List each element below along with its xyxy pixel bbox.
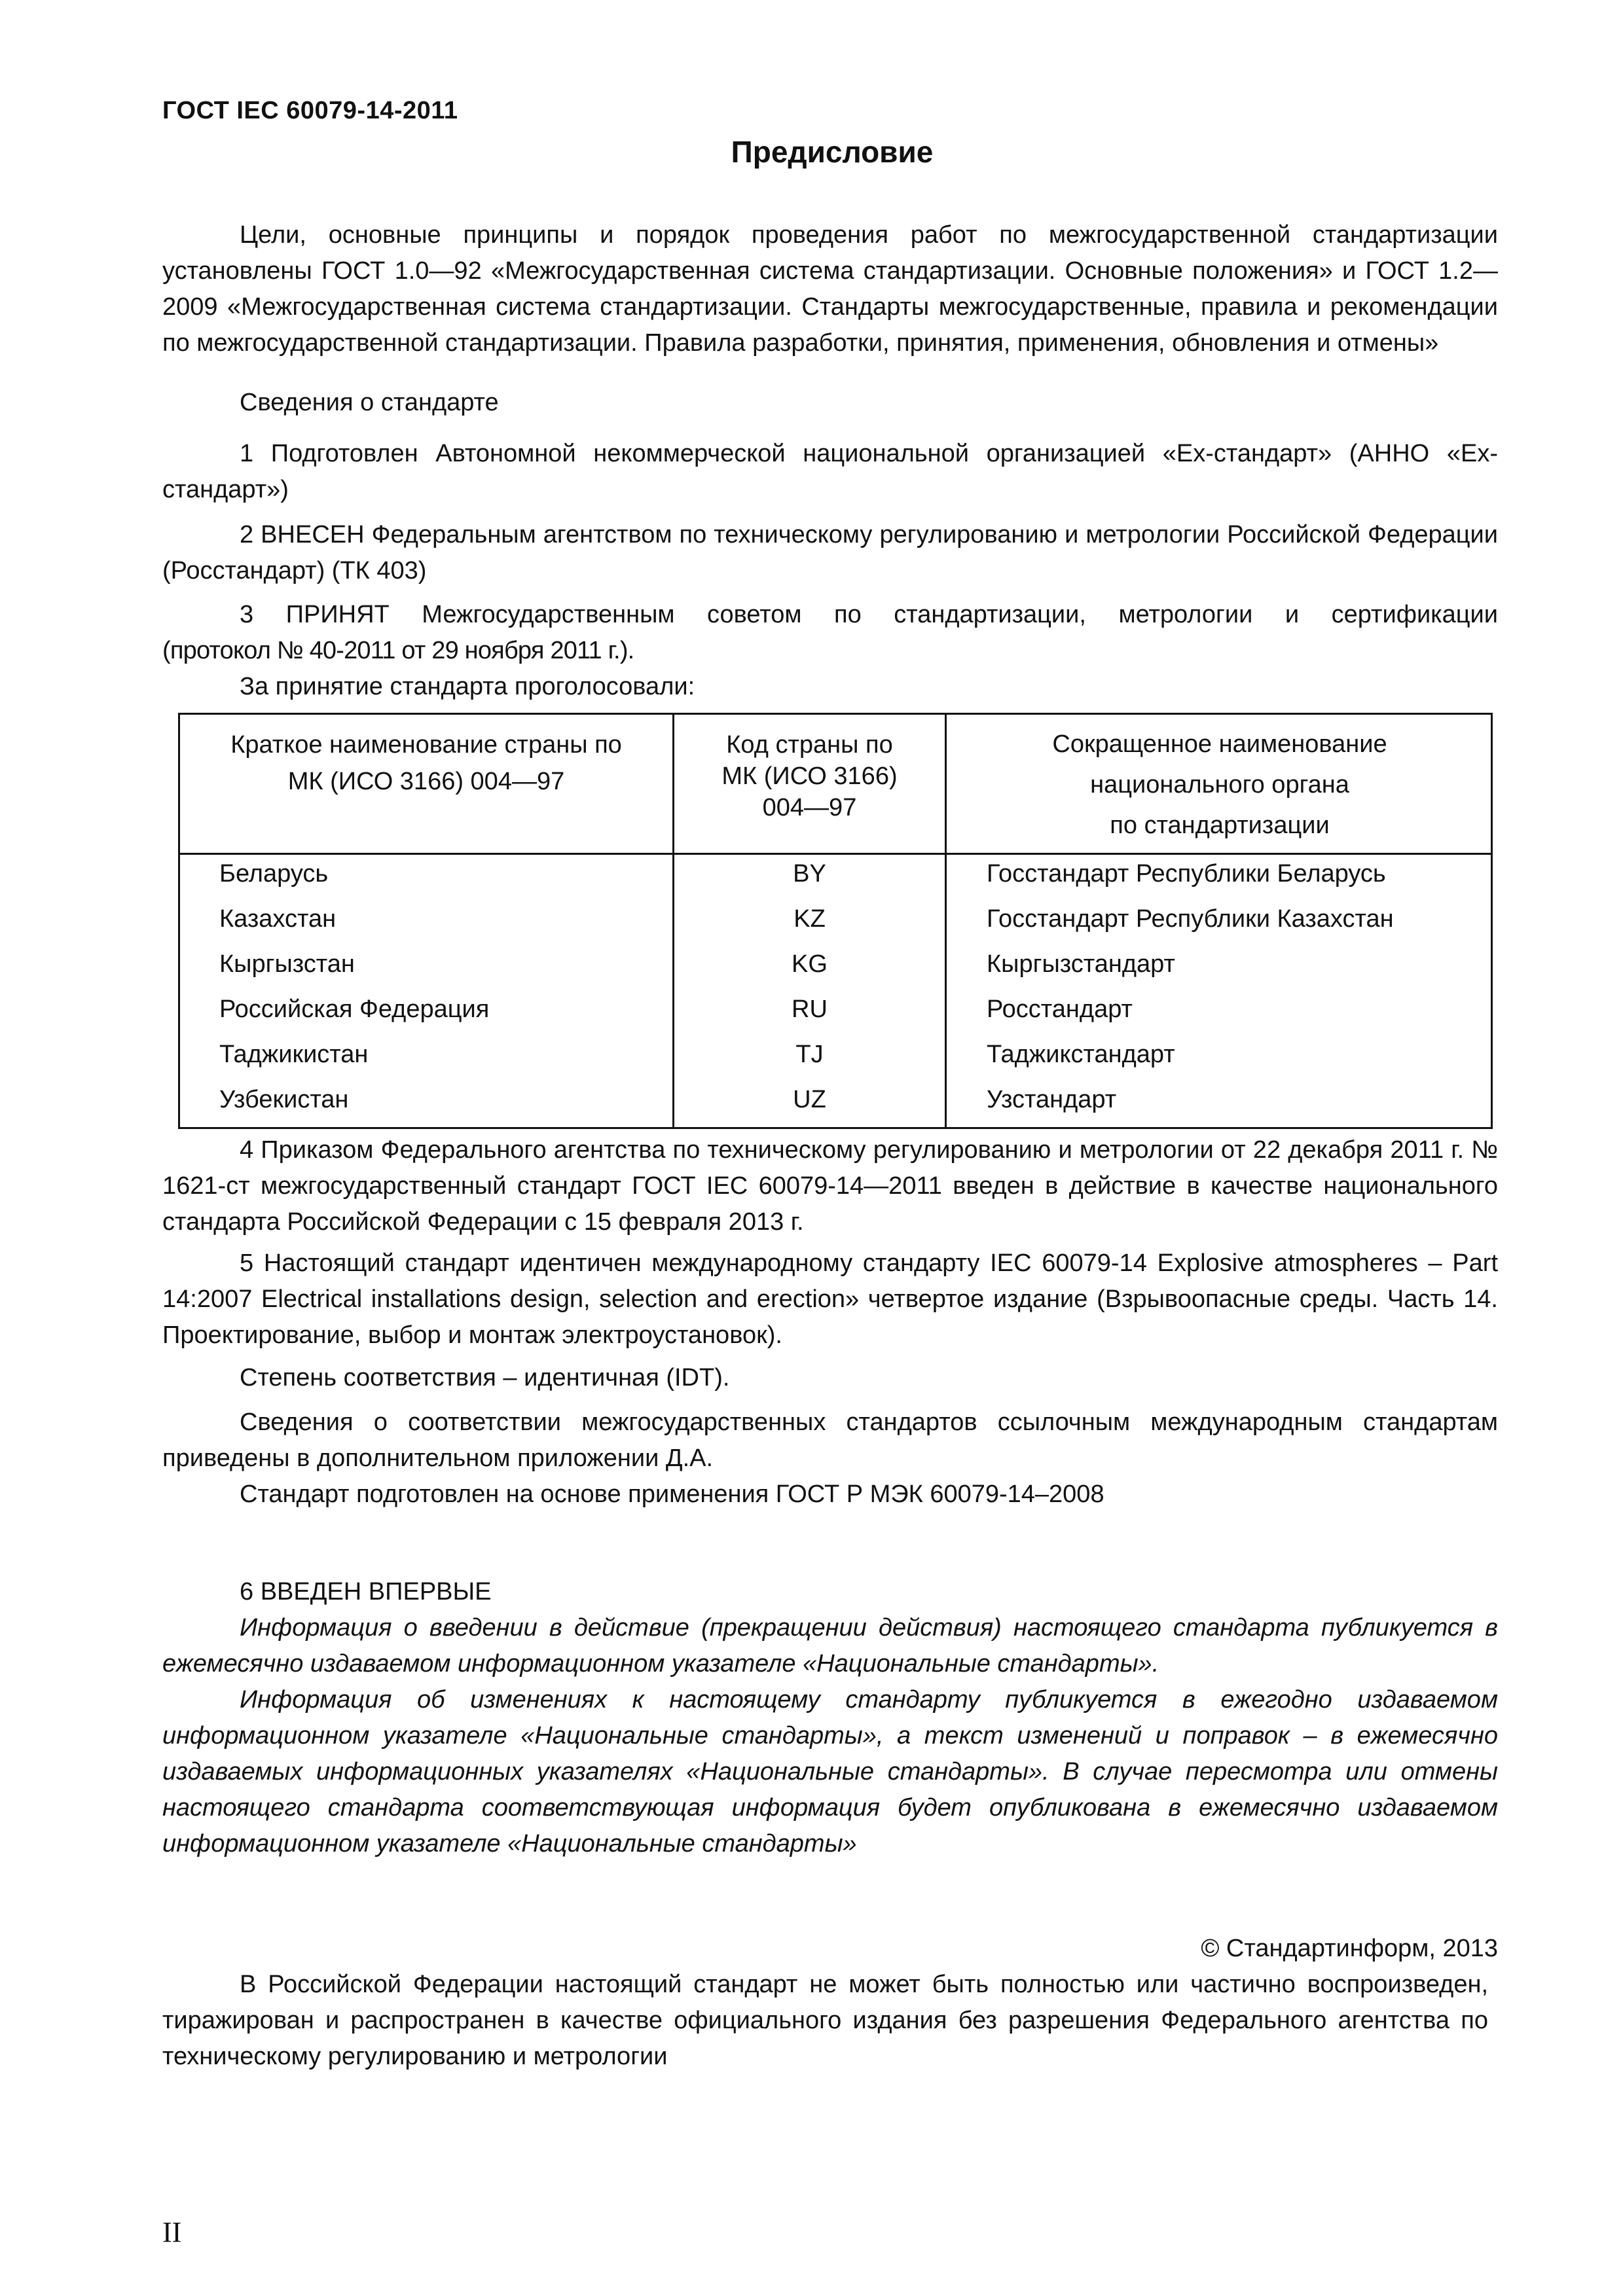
org-cell: Кыргызстандарт [987, 950, 1175, 978]
country-cell: Таджикистан [219, 1041, 369, 1068]
table-row [180, 855, 1491, 900]
voted-label: За принятие стандарта проголосовали: [240, 673, 695, 700]
voting-table [178, 713, 1493, 1129]
table-row [180, 1081, 1491, 1126]
org-cell: Госстандарт Республики Беларусь [987, 860, 1386, 888]
header-country-name-line1: Краткое наименование страны по [230, 731, 622, 759]
item-3-line-2: (протокол № 40-2011 от 29 ноября 2011 г.). [162, 637, 634, 664]
header-national-body [947, 724, 1493, 846]
header-national-body-line3: по стандартизации [1110, 812, 1330, 839]
header-country-code-line2: МК (ИСО 3166) [721, 762, 898, 790]
header-national-body-line2: национального органа [1090, 771, 1349, 798]
prepared-basis: Стандарт подготовлен на основе применения ГОСТ Р МЭК 60079-14–2008 [240, 1480, 1104, 1508]
references-paragraph: Сведения о соответствии межгосударственных стандартов ссылочным международным стандартам приведены в дополнительном приложении Д.А. [162, 1408, 1498, 1472]
country-cell: Кыргызстан [219, 950, 355, 978]
table-row [180, 900, 1491, 945]
org-cell: Узстандарт [987, 1086, 1117, 1113]
item-4-paragraph: 4 Приказом Федерального агентства по техническому регулированию и метрологии от 22 декабря 2011 г. № 1621-ст межгосударственный стандарт ГОСТ IEC 60079-14—2011 введен в действие в качестве национального стандарта Российской Федерации с 15 февраля 2013 г. [162, 1136, 1498, 1236]
info-heading: Сведения о стандарте [240, 389, 499, 416]
item-2-paragraph: 2 ВНЕСЕН Федеральным агентством по техническому регулированию и метрологии Российской Федерации (Росстандарт) (ТК 403) [162, 521, 1498, 584]
country-cell: Казахстан [219, 905, 337, 933]
item-5-paragraph: 5 Настоящий стандарт идентичен международному стандарту IEC 60079-14 Explosive atmospheres – Part 14:2007 Electrical installations design, selection and erection» четвертое издание (Взрывоопасные среды. Часть 14. Проектирование, выбор и монтаж электроустановок). [162, 1249, 1498, 1349]
header-country-name-line2: МК (ИСО 3166) 004—97 [287, 768, 565, 795]
rights-paragraph: В Российской Федерации настоящий стандарт не может быть полностью или частично воспроизведен, тиражирован и распространен в качестве официального издания без разрешения Федерального агентства по техническому регулированию и метрологии [162, 1971, 1488, 2070]
table-header [180, 715, 1491, 855]
org-cell: Госстандарт Республики Казахстан [987, 905, 1394, 933]
code-cell: RU [792, 996, 828, 1023]
item-6-paragraph: 6 ВВЕДЕН ВПЕРВЫЕ [240, 1578, 492, 1605]
country-cell: Беларусь [219, 860, 329, 888]
header-country-code-line1: Код страны по [726, 731, 893, 759]
header-national-body-line1: Сокращенное наименование [1052, 730, 1387, 758]
item-3-line-1: 3 ПРИНЯТ Межгосударственным советом по стандартизации, метрологии и сертификации [240, 601, 1498, 628]
table-row [180, 990, 1491, 1035]
intro-paragraph: Цели, основные принципы и порядок проведения работ по межгосударственной стандартизации установлены ГОСТ 1.0—92 «Межгосударственная система стандартизации. Основные положения» и ГОСТ 1.2—2009 «Межгосударственная система стандартизации. Стандарты межгосударственные, правила и рекомендации по межгосударственной стандартизации. Правила разработки, принятия, применения, обновления и отмены» [162, 221, 1498, 357]
table-row [180, 1035, 1491, 1081]
org-cell: Росстандарт [987, 996, 1133, 1023]
code-cell: KZ [793, 905, 826, 933]
page-number: II [162, 2216, 182, 2248]
item-3-paragraph [162, 597, 1498, 669]
conformity-degree: Степень соответствия – идентичная (IDT). [240, 1364, 730, 1391]
page-title: Предисловие [731, 135, 934, 169]
header-country-code [674, 729, 945, 823]
code-cell: BY [793, 860, 826, 888]
header-country-name [180, 726, 672, 800]
copyright-line: © Стандартинформ, 2013 [1201, 1935, 1498, 1962]
org-cell: Таджикстандарт [987, 1041, 1175, 1068]
italic-info-1: Информация о введении в действие (прекращении действия) настоящего стандарта публикуется в ежемесячно издаваемом информационном указателе «Национальные стандарты». [162, 1614, 1498, 1677]
code-cell: TJ [795, 1041, 824, 1068]
italic-info-2: Информация об изменениях к настоящему стандарту публикуется в ежегодно издаваемом информационном указателе «Национальные стандарты», а текст изменений и поправок – в ежемесячно издаваемых информационных указателях «Национальные стандарты». В случае пересмотра или отмены настоящего стандарта соответствующая информация будет опубликована в ежемесячно издаваемом информационном указателе «Национальные стандарты» [162, 1686, 1498, 1857]
code-cell: UZ [793, 1086, 826, 1113]
country-cell: Узбекистан [219, 1086, 349, 1113]
header-country-code-line3: 004—97 [762, 794, 857, 821]
item-1-paragraph: 1 Подготовлен Автономной некоммерческой национальной организацией «Ех-стандарт» (АННО «Ех-стандарт») [162, 440, 1498, 503]
code-cell: KG [792, 950, 828, 978]
country-cell: Российская Федерация [219, 996, 490, 1023]
table-row [180, 945, 1491, 990]
document-code: ГОСТ IEC 60079-14-2011 [162, 97, 458, 124]
